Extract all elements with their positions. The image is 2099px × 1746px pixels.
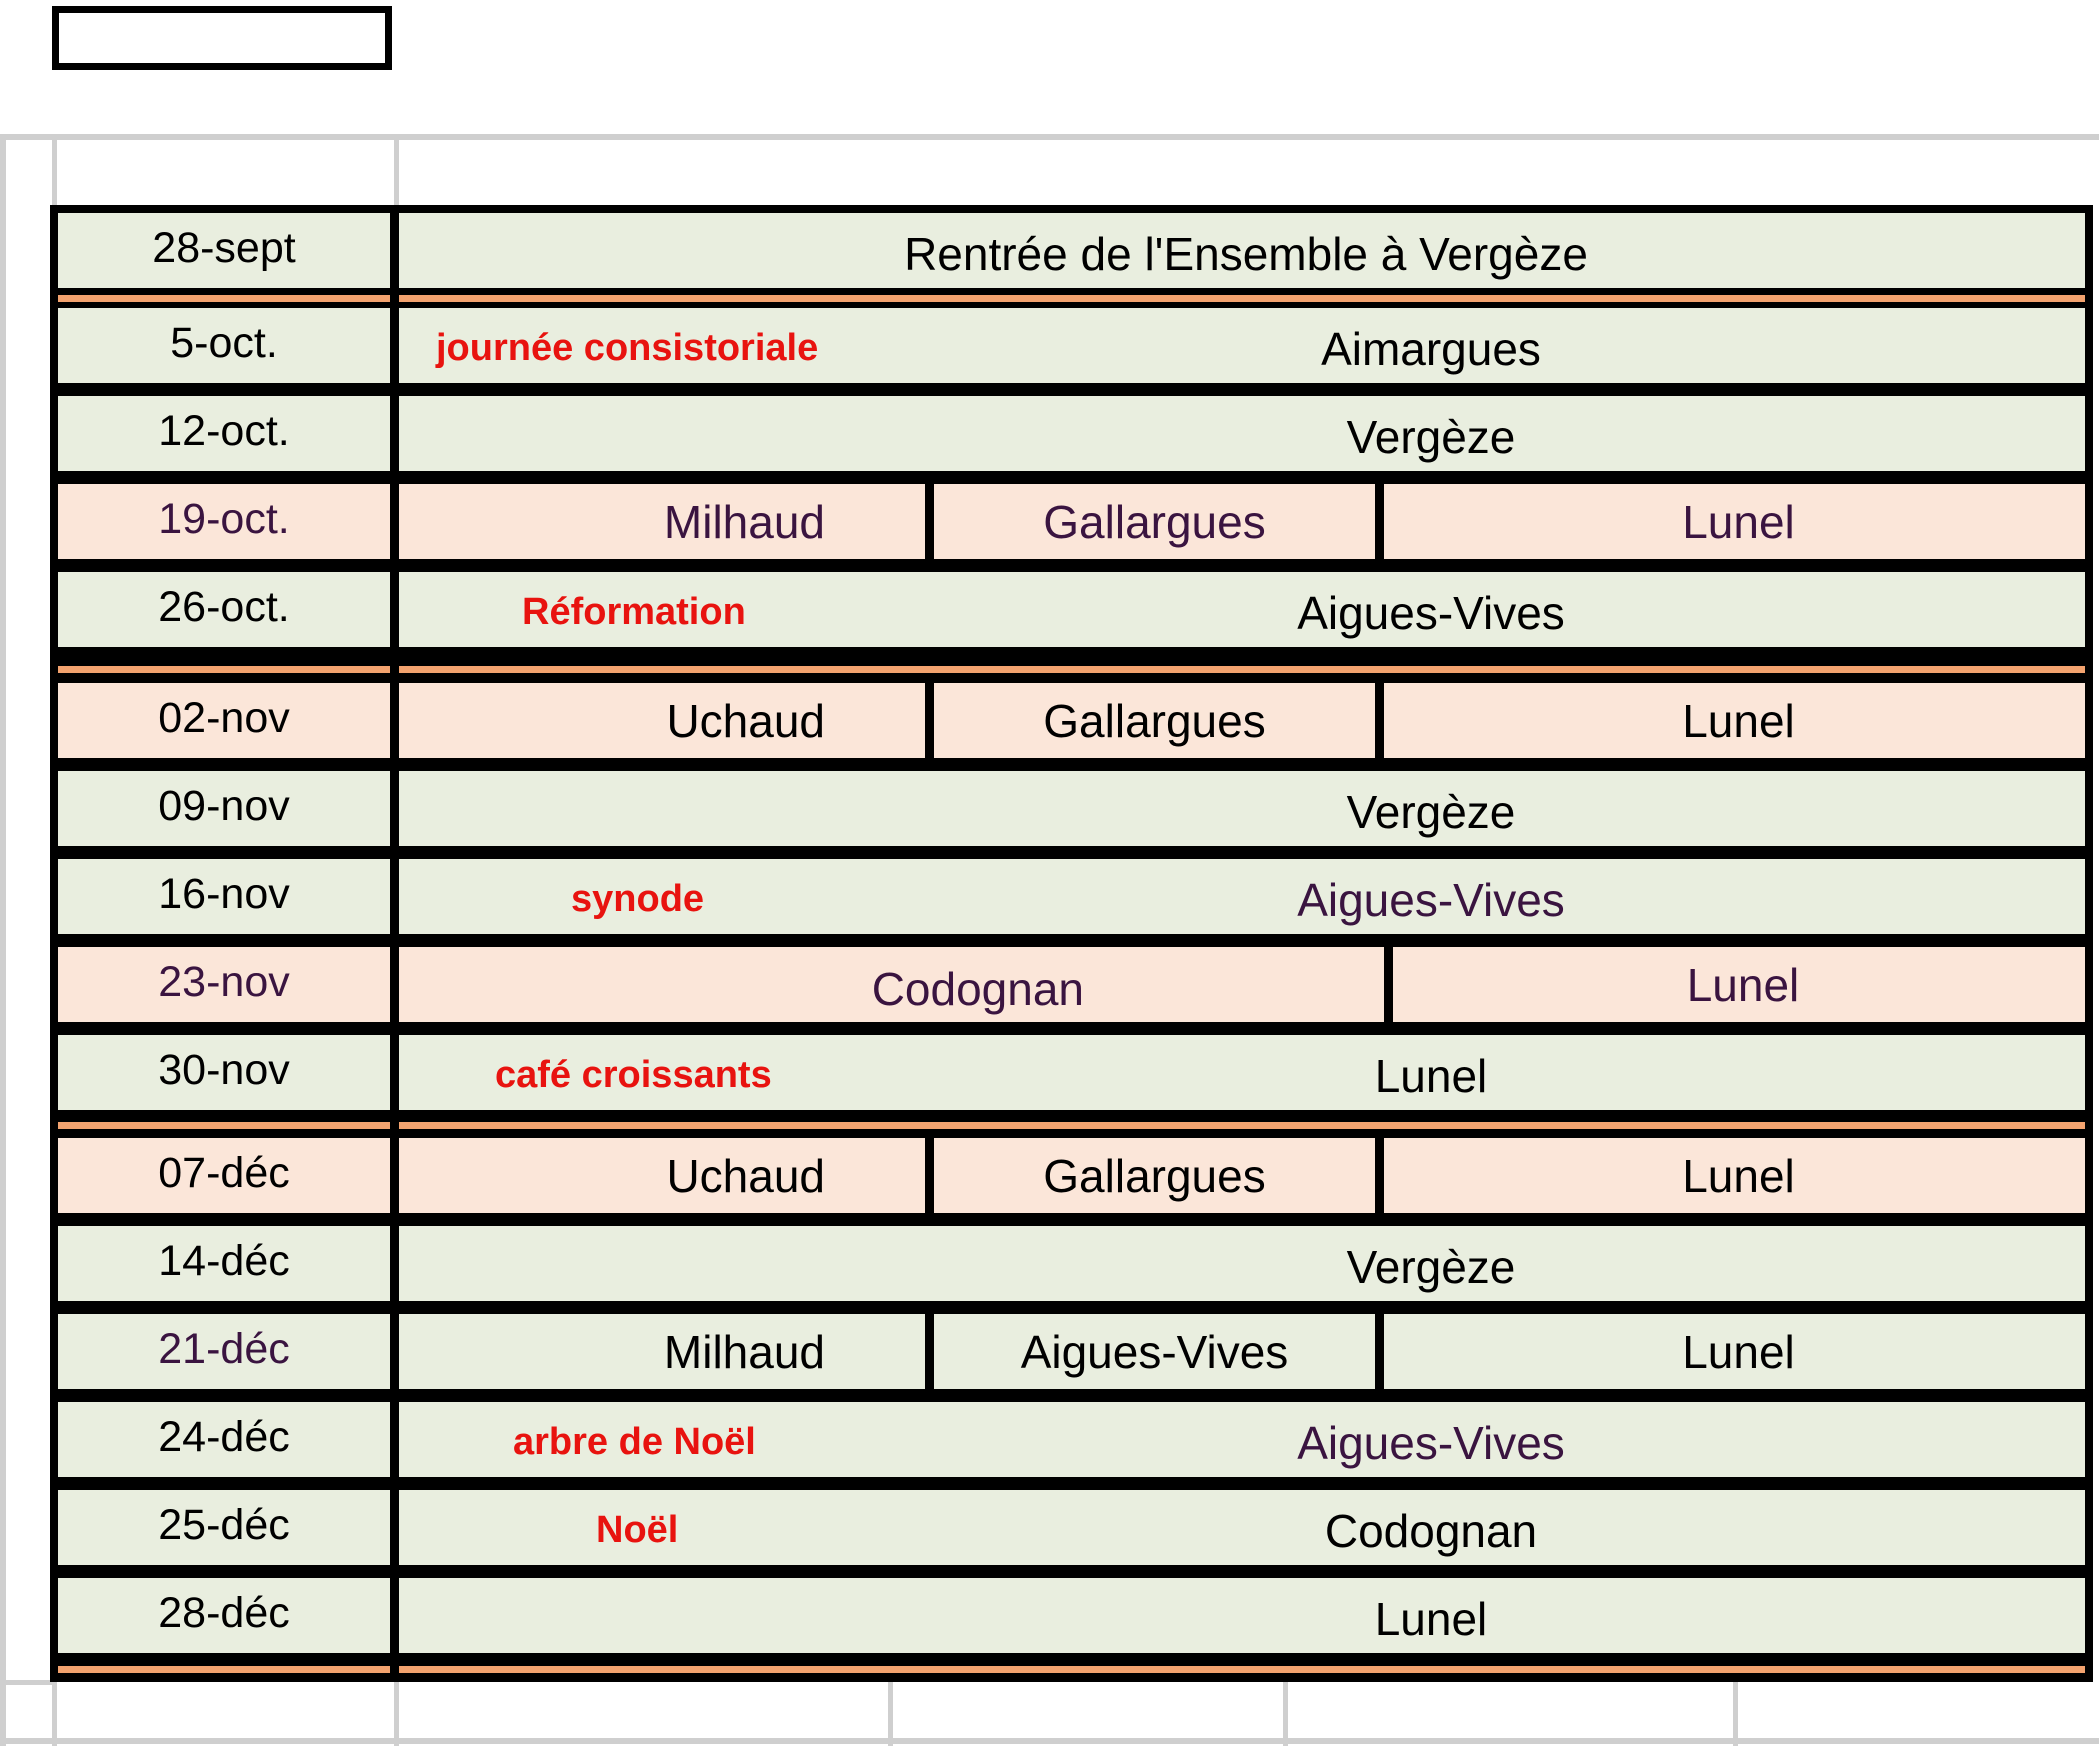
location-cell	[399, 1490, 2093, 1565]
grid-line	[0, 134, 2099, 140]
table-row	[58, 484, 2093, 559]
table-row	[58, 1490, 2093, 1565]
location-cell: Milhaud	[399, 1314, 925, 1389]
calendar-table	[50, 205, 2093, 1682]
location-label: Vergèze	[1346, 1240, 1516, 1293]
location-label: Vergèze	[1346, 785, 1516, 838]
separator-stripe	[399, 666, 2093, 673]
date-cell: 21-déc	[58, 1314, 390, 1389]
date-cell: 12-oct.	[58, 396, 390, 471]
event-note: journée consistoriale	[436, 327, 819, 369]
date-cell: 23-nov	[58, 947, 390, 1022]
location-label: Lunel	[1374, 1049, 1488, 1102]
location-cell: Uchaud	[399, 683, 925, 758]
location-cell: Gallargues	[934, 484, 1375, 559]
grid-line	[0, 134, 6, 1746]
date-cell: 24-déc	[58, 1402, 390, 1477]
location-cell	[399, 572, 2093, 647]
location-label: Aigues-Vives	[1297, 1416, 1565, 1469]
location-label: Lunel	[1374, 1592, 1488, 1645]
table-row	[58, 1578, 2093, 1653]
empty-header-box	[52, 6, 392, 70]
separator-stripe	[58, 1666, 390, 1673]
location-cell	[399, 1035, 2093, 1110]
location-label: Rentrée de l'Ensemble à Vergèze	[904, 227, 1588, 280]
table-row	[58, 308, 2093, 383]
section-separator	[58, 1118, 2093, 1132]
date-cell: 02-nov	[58, 683, 390, 758]
table-row	[58, 1402, 2093, 1477]
location-label: Aimargues	[1321, 322, 1541, 375]
location-cell	[399, 1578, 2093, 1653]
grid-line	[0, 1680, 52, 1685]
location-cell: Lunel	[1384, 1138, 2093, 1213]
date-cell: 09-nov	[58, 771, 390, 846]
table-row	[58, 213, 2093, 288]
location-cell	[399, 213, 2093, 288]
location-cell: Gallargues	[934, 1138, 1375, 1213]
table-row	[58, 771, 2093, 846]
grid-line	[1733, 1680, 1738, 1746]
table-row	[58, 1314, 2093, 1389]
section-separator	[58, 662, 2093, 677]
date-cell: 26-oct.	[58, 572, 390, 647]
table-row	[58, 683, 2093, 758]
separator-stripe	[58, 1122, 390, 1129]
location-cell	[399, 396, 2093, 471]
location-cell	[399, 308, 2093, 383]
table-row	[58, 1035, 2093, 1110]
separator-stripe	[58, 295, 390, 302]
table-row	[58, 1226, 2093, 1301]
table-row	[58, 947, 2093, 1022]
date-cell: 30-nov	[58, 1035, 390, 1110]
grid-line	[0, 1738, 2099, 1744]
location-cell	[399, 1226, 2093, 1301]
table-row	[58, 396, 2093, 471]
separator-stripe	[399, 1122, 2093, 1129]
section-separator	[58, 1661, 2093, 1677]
location-cell: Aigues-Vives	[934, 1314, 1375, 1389]
location-cell	[399, 771, 2093, 846]
location-label: Codognan	[1324, 1504, 1538, 1557]
date-cell: 14-déc	[58, 1226, 390, 1301]
event-note: Noël	[596, 1509, 679, 1551]
location-cell: Lunel	[1393, 947, 2093, 1022]
event-note: arbre de Noël	[513, 1421, 756, 1463]
location-cell	[399, 1402, 2093, 1477]
location-cell: Lunel	[1384, 484, 2093, 559]
grid-line	[888, 1680, 893, 1746]
separator-stripe	[399, 1666, 2093, 1673]
event-note: Réformation	[522, 591, 746, 633]
table-row	[58, 572, 2093, 647]
date-cell: 5-oct.	[58, 308, 390, 383]
grid-line	[1283, 1680, 1288, 1746]
location-cell: Gallargues	[934, 683, 1375, 758]
location-label: Aigues-Vives	[1297, 586, 1565, 639]
location-label: Vergèze	[1346, 410, 1516, 463]
location-label: Aigues-Vives	[1297, 873, 1565, 926]
date-cell: 28-sept	[58, 213, 390, 288]
separator-stripe	[399, 295, 2093, 302]
location-cell: Codognan	[399, 947, 1384, 1022]
date-cell: 28-déc	[58, 1578, 390, 1653]
table-row	[58, 859, 2093, 934]
date-cell: 07-déc	[58, 1138, 390, 1213]
date-cell: 16-nov	[58, 859, 390, 934]
separator-stripe	[58, 666, 390, 673]
location-cell: Milhaud	[399, 484, 925, 559]
event-note: café croissants	[495, 1054, 772, 1096]
table-row	[58, 1138, 2093, 1213]
section-separator	[58, 292, 2093, 304]
event-note: synode	[571, 878, 705, 920]
date-cell: 19-oct.	[58, 484, 390, 559]
location-cell: Lunel	[1384, 683, 2093, 758]
location-cell: Uchaud	[399, 1138, 925, 1213]
location-cell: Lunel	[1384, 1314, 2093, 1389]
location-cell	[399, 859, 2093, 934]
date-cell: 25-déc	[58, 1490, 390, 1565]
